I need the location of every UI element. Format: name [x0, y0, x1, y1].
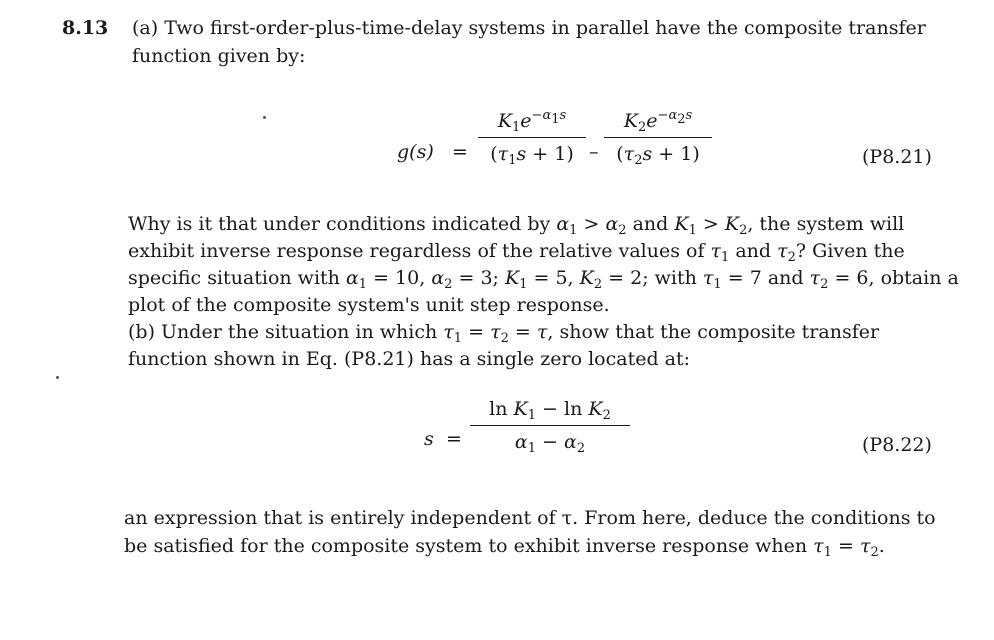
outro-text: be satisfied for the composite system to exhibit inverse response when — [124, 535, 814, 557]
body-line-1: Why is it that under conditions indicated by $\alpha_1 > \alpha_2$ and $K_1 > K_2$, the system will — [128, 213, 905, 238]
part-b-label: (b) — [128, 321, 155, 343]
eq1-lhs: g(s) — [397, 141, 434, 163]
eq1-fraction-2 — [604, 108, 712, 167]
eq1-tag: (P8.21) — [862, 146, 932, 168]
scan-speck — [56, 376, 59, 379]
part-a-label: (a) — [132, 17, 159, 39]
part-a-intro-line-2: function given by: — [132, 45, 306, 67]
body-line-3: specific situation with $\alpha_1 = 10$, $\alpha_2 = 3$; $K_1 = 5$, $K_2 = 2$; with $\tau_1 = 7$ and $\tau_2 = 6$, obtain a — [128, 267, 959, 292]
scan-speck — [263, 116, 266, 119]
eq1-fraction-1 — [478, 108, 586, 167]
outro-line-1: an expression that is entirely independent of τ. From here, deduce the conditions to — [124, 507, 936, 529]
eq1-fraction-1-numerator: $K_1e^{-\alpha_1s}$ — [497, 108, 567, 135]
eq1-fraction-1-denominator: $(\tau_1s + 1)$ — [490, 143, 574, 168]
body-line-5: (b) Under the situation in which $\tau_1 = \tau_2 = \tau$, show that the composite transfer — [128, 321, 880, 346]
body-line-6: function shown in Eq. (P8.21) has a single zero located at: — [128, 348, 691, 370]
body-line-2: exhibit inverse response regardless of the relative values of $\tau_1$ and $\tau_2$? Given the — [128, 240, 905, 265]
eq2-numerator: $\ln K_1 - \ln K_2$ — [489, 398, 611, 423]
eq1-fraction-2-numerator: $K_2e^{-\alpha_2s}$ — [623, 108, 693, 135]
outro-line-2: be satisfied for the composite system to exhibit inverse response when $\tau_1 = \tau_2$. — [124, 535, 885, 560]
part-a-intro-line-1 — [132, 16, 926, 40]
eq1-equals: = — [452, 141, 468, 163]
eq2-tag: (P8.22) — [862, 434, 932, 456]
eq2-equals: = — [446, 428, 462, 450]
intro-text-1: Two first-order-plus-time-delay systems in parallel have the composite transfer — [164, 17, 926, 39]
eq1-fraction-2-denominator: $(\tau_2s + 1)$ — [616, 143, 700, 168]
fraction-bar — [478, 137, 586, 138]
fraction-bar — [604, 137, 712, 138]
fraction-bar — [470, 425, 630, 426]
body-line-4: plot of the composite system's unit step response. — [128, 294, 610, 316]
eq2-denominator: $\alpha_1 - \alpha_2$ — [514, 431, 586, 456]
problem-number: 8.13 — [62, 17, 109, 39]
eq1-minus: – — [589, 141, 599, 163]
eq2-fraction — [470, 396, 630, 455]
eq2-lhs: s — [424, 428, 434, 450]
